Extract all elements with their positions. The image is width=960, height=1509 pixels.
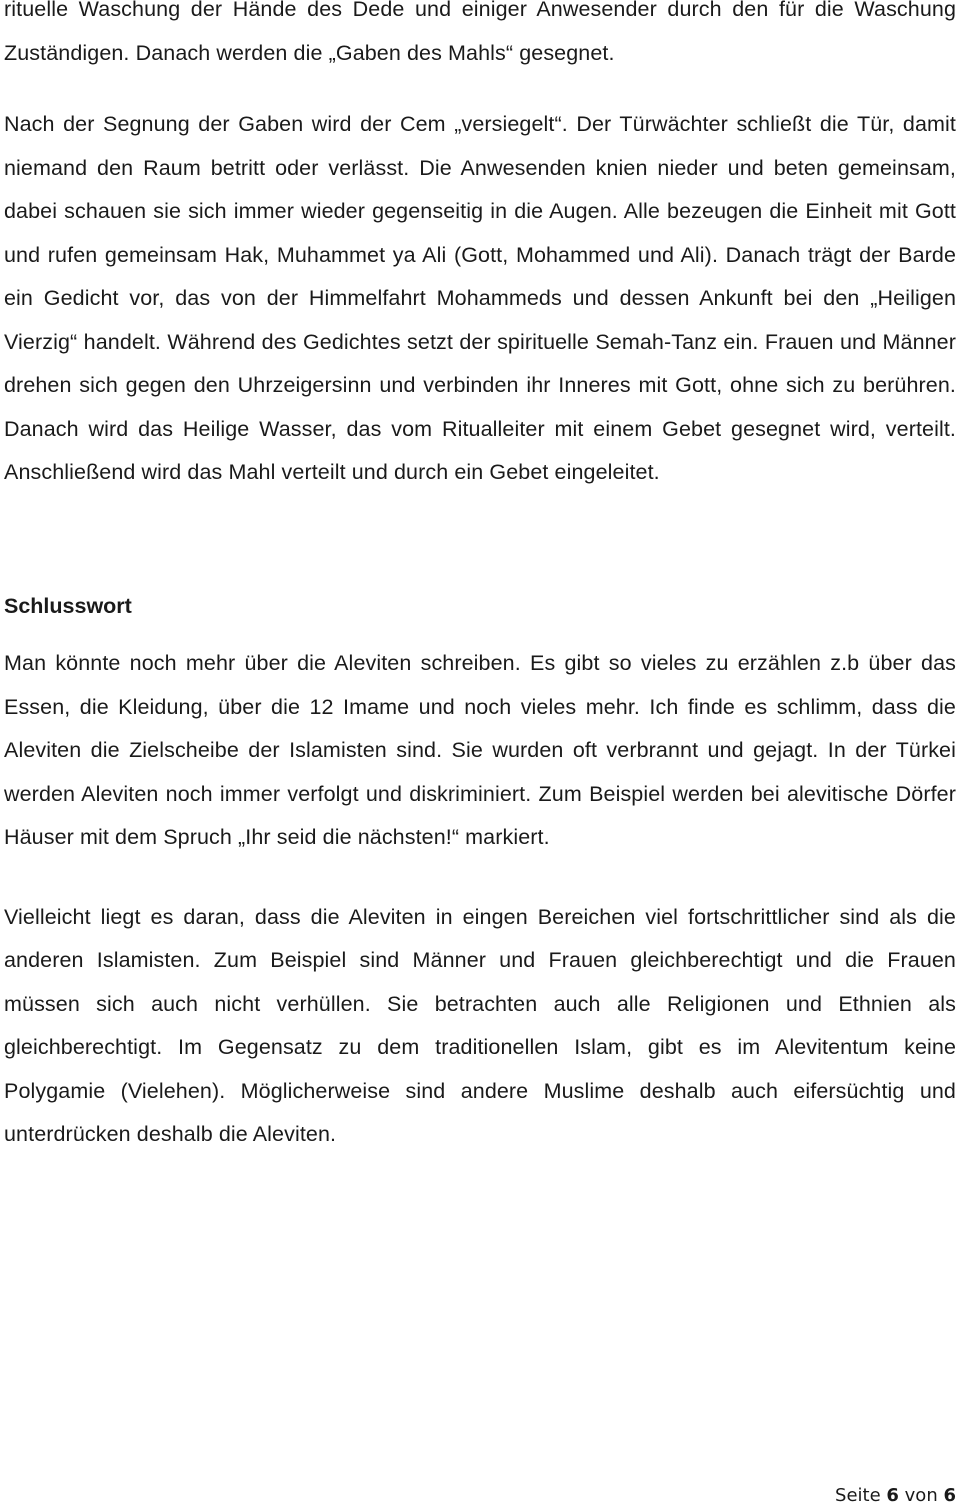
page-label: Seite [835, 1485, 881, 1506]
paragraph-cem-ceremony: Nach der Segnung der Gaben wird der Cem „versiegelt“. Der Türwächter schließt die Tür, damit niemand den Raum betritt oder verlässt. Die Anwesenden knien nieder und beten gemeinsam, dabei schauen sie sich immer wieder gegenseitig in die Augen. Alle bezeugen die Einheit mit Gott und rufen gemeinsam Hak, Muhammet ya Ali (Gott, Mohammed und Ali). Danach trägt der Barde ein Gedicht vor, das von der Himmelfahrt Mohammeds und dessen Ankunft bei den „Heiligen Vierzig“ handelt. Während des Gedichtes setzt der spirituelle Semah-Tanz ein. Frauen und Männer drehen sich gegen den Uhrzeigersinn und verbinden ihr Inneres mit Gott, ohne sich zu berühren. Danach wird das Heilige Wasser, das vom Ritualleiter mit einem Gebet gesegnet wird, verteilt. Anschließend wird das Mahl verteilt und durch ein Gebet eingeleitet. [4, 112, 956, 484]
section-spacer [4, 495, 956, 585]
paragraph-conclusion-1: Man könnte noch mehr über die Aleviten schreiben. Es gibt so vieles zu erzählen z.b über das Essen, die Kleidung, über die 12 Imame und noch vieles mehr. Ich finde es schlimm, dass die Aleviten die Zielscheibe der Islamisten sind. Sie wurden oft verbrannt und gejagt. In der Türkei werden Aleviten noch immer verfolgt und diskriminiert. Zum Beispiel werden bei alevitische Dörfer Häuser mit dem Spruch „Ihr seid die nächsten!“ markiert. [4, 651, 956, 849]
of-label: von [904, 1485, 938, 1506]
document-body [4, 0, 956, 1157]
section-heading-schlusswort: Schlusswort [4, 593, 132, 618]
paragraph-conclusion-2: Vielleicht liegt es daran, dass die Aleviten in eingen Bereichen viel fortschrittlicher sind als die anderen Islamisten. Zum Beispiel sind Männer und Frauen gleichberechtigt und die Frauen müssen sich auch nicht verhüllen. Sie betrachten auch alle Religionen und Ethnien als gleichberechtigt. Im Gegensatz zu dem traditionellen Islam, gibt es im Alevitentum keine Polygamie (Vielehen). Möglicherweise sind andere Muslime deshalb auch eifersüchtig und unterdrücken deshalb die Aleviten. [4, 904, 956, 1146]
current-page-number: 6 [886, 1485, 899, 1506]
page-number-footer [835, 1484, 956, 1508]
paragraph-spacer [4, 860, 956, 896]
heading-spacer [4, 628, 956, 642]
paragraph-ritual-washing: rituelle Waschung der Hände des Dede und einiger Anwesender durch den für die Waschung Zuständigen. Danach werden die „Gaben des Mahls“ gesegnet. [4, 0, 956, 65]
total-pages-number: 6 [943, 1485, 956, 1506]
paragraph-spacer [4, 75, 956, 103]
